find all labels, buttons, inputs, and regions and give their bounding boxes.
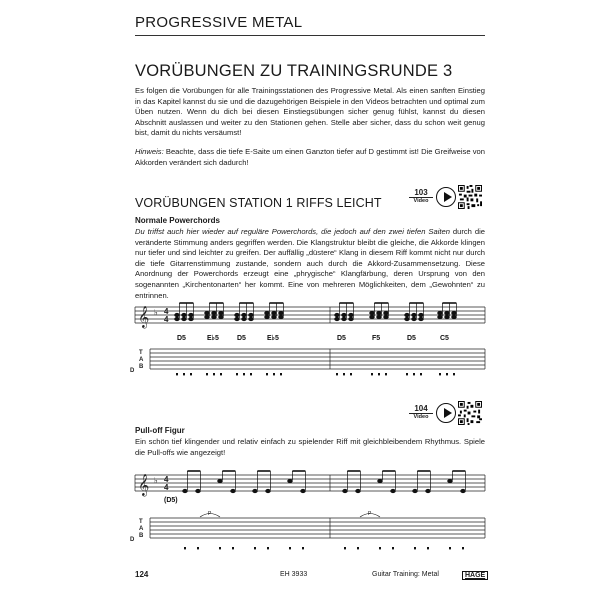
tab-stroke bbox=[289, 547, 291, 549]
chord-label: E♭5 bbox=[267, 335, 279, 342]
note-head bbox=[212, 315, 217, 319]
notation-example-2 bbox=[130, 465, 490, 560]
note-head bbox=[377, 311, 382, 315]
note-head bbox=[377, 315, 382, 319]
tab-stroke bbox=[343, 373, 345, 375]
tab-label-b: B bbox=[139, 533, 144, 539]
note-head bbox=[235, 317, 240, 321]
tab-stroke bbox=[344, 547, 346, 549]
note-head bbox=[438, 315, 443, 319]
note-head bbox=[405, 313, 410, 317]
note-head bbox=[419, 317, 424, 321]
tab-stroke bbox=[220, 373, 222, 375]
video-badge-104[interactable] bbox=[407, 403, 447, 425]
tab-stroke bbox=[379, 547, 381, 549]
time-sig-top: 4 bbox=[164, 307, 169, 316]
tab-stroke bbox=[449, 547, 451, 549]
tab-stroke bbox=[197, 547, 199, 549]
tab-stroke bbox=[176, 373, 178, 375]
tab-stroke bbox=[232, 547, 234, 549]
key-flat-icon: ♭ bbox=[154, 308, 158, 317]
hint-paragraph bbox=[135, 147, 485, 168]
note-head bbox=[182, 317, 187, 321]
note-head bbox=[335, 317, 340, 321]
example1-text-italic: Du triffst auch hier wieder auf reguläre Powerchords, die jedoch auf den zwei tiefen Saiten bbox=[135, 227, 450, 236]
key-flat-icon: ♭ bbox=[154, 476, 158, 485]
tab-stroke bbox=[243, 373, 245, 375]
tab-stroke bbox=[267, 547, 269, 549]
tab-stroke bbox=[371, 373, 373, 375]
tab-label-t: T bbox=[139, 519, 143, 525]
chord-label: D5 bbox=[337, 335, 346, 342]
note-head bbox=[301, 489, 306, 493]
book-title: Guitar Training: Metal bbox=[372, 571, 439, 578]
tab-label-t: T bbox=[139, 350, 143, 356]
edition-code: EH 3933 bbox=[280, 571, 308, 578]
note-head bbox=[205, 311, 210, 315]
note-head bbox=[189, 317, 194, 321]
tab-stroke bbox=[427, 547, 429, 549]
note-head bbox=[445, 315, 450, 319]
tab-stroke bbox=[462, 547, 464, 549]
note-head bbox=[272, 311, 277, 315]
example1-text bbox=[135, 227, 485, 301]
tab-stroke bbox=[302, 547, 304, 549]
tab-label-a: A bbox=[139, 357, 144, 363]
tab-stroke bbox=[280, 373, 282, 375]
tuning-label: D bbox=[130, 537, 135, 543]
note-head bbox=[183, 489, 188, 493]
tab-stroke bbox=[446, 373, 448, 375]
note-head bbox=[175, 317, 180, 321]
note-head bbox=[438, 311, 443, 315]
note-head bbox=[356, 489, 361, 493]
publisher-logo bbox=[462, 570, 488, 579]
note-head bbox=[242, 317, 247, 321]
note-head bbox=[448, 479, 453, 483]
pulloff-mark: P bbox=[208, 511, 212, 517]
note-head bbox=[242, 313, 247, 317]
video-label: Video bbox=[413, 198, 429, 204]
tab-stroke bbox=[219, 547, 221, 549]
time-sig-bottom: 4 bbox=[164, 483, 169, 492]
tab-stroke bbox=[266, 373, 268, 375]
tab-stroke bbox=[236, 373, 238, 375]
play-icon[interactable] bbox=[436, 403, 456, 423]
note-head bbox=[212, 311, 217, 315]
chord-label: D5 bbox=[177, 335, 186, 342]
video-label: Video bbox=[413, 414, 429, 420]
note-head bbox=[249, 313, 254, 317]
treble-clef-icon: 𝄞 bbox=[138, 307, 150, 328]
note-head bbox=[279, 315, 284, 319]
pulloff-mark: P bbox=[368, 511, 372, 517]
example1-text-body: durch die veränderte Stimmung anders gegriffen werden. Die Klangstruktur bleibt die gleiche, die Akkorde klingen nur tiefer und sind leichter zu greifen. Der auffällig „düstere“ Klang in diesem Riff kommt nicht nur durch die tiefe Gitarrenstimmung zustande, sondern auch durch die Akkord-Zusammensetzung. Diese Anordnung der Powerchords erzeugt eine „phrygische“ Klangfärbung, deren Ursprung von den sogenannten „Kirchentonarten“ her kommt. Eine von mehreren Möglichkeiten, dem „Gewohnten“ zu entrinnen. bbox=[135, 227, 485, 300]
note-head bbox=[452, 315, 457, 319]
tab-stroke bbox=[336, 373, 338, 375]
tuning-label: D bbox=[130, 368, 135, 374]
tab-stroke bbox=[190, 373, 192, 375]
notation-example-1 bbox=[130, 293, 490, 383]
hint-label: Hinweis: bbox=[135, 147, 164, 156]
tab-stroke bbox=[213, 373, 215, 375]
note-head bbox=[218, 479, 223, 483]
hint-text: Beachte, dass die tiefe E-Saite um einen Ganzton tiefer auf D gestimmt ist! Die Greifweise von Akkorden verändert sich dadurch! bbox=[135, 147, 485, 167]
note-head bbox=[342, 313, 347, 317]
tab-stroke bbox=[350, 373, 352, 375]
note-head bbox=[205, 315, 210, 319]
chord-symbol: (D5) bbox=[164, 497, 178, 504]
qr-code-icon[interactable] bbox=[458, 185, 482, 209]
note-head bbox=[231, 489, 236, 493]
note-head bbox=[266, 489, 271, 493]
tab-stroke bbox=[183, 373, 185, 375]
tab-stroke bbox=[413, 373, 415, 375]
note-head bbox=[265, 311, 270, 315]
note-head bbox=[219, 311, 224, 315]
tab-label-a: A bbox=[139, 526, 144, 532]
note-head bbox=[445, 311, 450, 315]
chord-label: D5 bbox=[407, 335, 416, 342]
note-head bbox=[279, 311, 284, 315]
note-head bbox=[182, 313, 187, 317]
note-head bbox=[384, 315, 389, 319]
video-number: 103 bbox=[414, 188, 428, 197]
note-head bbox=[196, 489, 201, 493]
note-head bbox=[461, 489, 466, 493]
time-sig-top: 4 bbox=[164, 475, 169, 484]
note-head bbox=[419, 313, 424, 317]
chord-label: F5 bbox=[372, 335, 381, 342]
tab-stroke bbox=[357, 547, 359, 549]
note-head bbox=[219, 315, 224, 319]
note-head bbox=[265, 315, 270, 319]
tab-stroke bbox=[420, 373, 422, 375]
header-divider bbox=[135, 35, 485, 36]
note-head bbox=[412, 313, 417, 317]
note-head bbox=[413, 489, 418, 493]
note-head bbox=[378, 479, 383, 483]
tab-stroke bbox=[392, 547, 394, 549]
chord-label: E♭5 bbox=[207, 335, 219, 342]
play-icon[interactable] bbox=[436, 187, 456, 207]
intro-paragraph: Es folgen die Vorübungen für alle Trainingsstationen des Progressive Metal. Als einen sanften Einstieg in das Kapitel kannst du sie und die dazugehörigen Beispiele in den Videos betrachten und optimal zum Üben nutzen. Wenn du dich bei diesen Einstiegsübungen sicher genug fühlst, kannst du diesen Abschnitt auslassen und weiter zu den Stationen gehen. Stelle aber sicher, dass du schon weit genug bist, damit du nichts versäumst! bbox=[135, 86, 485, 138]
tab-stroke bbox=[439, 373, 441, 375]
note-head bbox=[189, 313, 194, 317]
note-head bbox=[405, 317, 410, 321]
tab-stroke bbox=[206, 373, 208, 375]
note-head bbox=[384, 311, 389, 315]
tab-stroke bbox=[414, 547, 416, 549]
tab-stroke bbox=[184, 547, 186, 549]
note-head bbox=[342, 317, 347, 321]
note-head bbox=[412, 317, 417, 321]
note-head bbox=[452, 311, 457, 315]
tab-stroke bbox=[378, 373, 380, 375]
video-number: 104 bbox=[414, 404, 428, 413]
page-number: 124 bbox=[135, 570, 149, 579]
chord-label: C5 bbox=[440, 335, 449, 342]
tab-stroke bbox=[453, 373, 455, 375]
tab-stroke bbox=[250, 373, 252, 375]
tab-stroke bbox=[273, 373, 275, 375]
note-head bbox=[391, 489, 396, 493]
note-head bbox=[253, 489, 258, 493]
note-head bbox=[249, 317, 254, 321]
section-title: VORÜBUNGEN ZU TRAININGSRUNDE 3 bbox=[135, 62, 453, 80]
station-title: VORÜBUNGEN STATION 1 RIFFS LEICHT bbox=[135, 196, 382, 210]
note-head bbox=[370, 315, 375, 319]
running-header: PROGRESSIVE METAL bbox=[135, 14, 303, 31]
time-sig-bottom: 4 bbox=[164, 315, 169, 324]
note-head bbox=[335, 313, 340, 317]
note-head bbox=[370, 311, 375, 315]
note-head bbox=[175, 313, 180, 317]
qr-code-icon[interactable] bbox=[458, 401, 482, 425]
example2-text: Ein schön tief klingender und relativ einfach zu spielender Riff mit gleichbleibendem Rhythmus. Spiele die Pull-offs wie angezeigt! bbox=[135, 437, 485, 457]
note-head bbox=[235, 313, 240, 317]
example2-title: Pull-off Figur bbox=[135, 426, 185, 435]
tab-stroke bbox=[385, 373, 387, 375]
chord-label: D5 bbox=[237, 335, 246, 342]
note-head bbox=[343, 489, 348, 493]
tab-stroke bbox=[254, 547, 256, 549]
video-badge-103[interactable] bbox=[407, 187, 447, 209]
note-head bbox=[272, 315, 277, 319]
note-head bbox=[288, 479, 293, 483]
tab-label-b: B bbox=[139, 364, 144, 370]
tab-stroke bbox=[406, 373, 408, 375]
note-head bbox=[349, 317, 354, 321]
publisher-name: HAGE bbox=[462, 571, 488, 580]
example1-title: Normale Powerchords bbox=[135, 216, 220, 225]
note-head bbox=[426, 489, 431, 493]
treble-clef-icon: 𝄞 bbox=[138, 475, 150, 496]
note-head bbox=[349, 313, 354, 317]
